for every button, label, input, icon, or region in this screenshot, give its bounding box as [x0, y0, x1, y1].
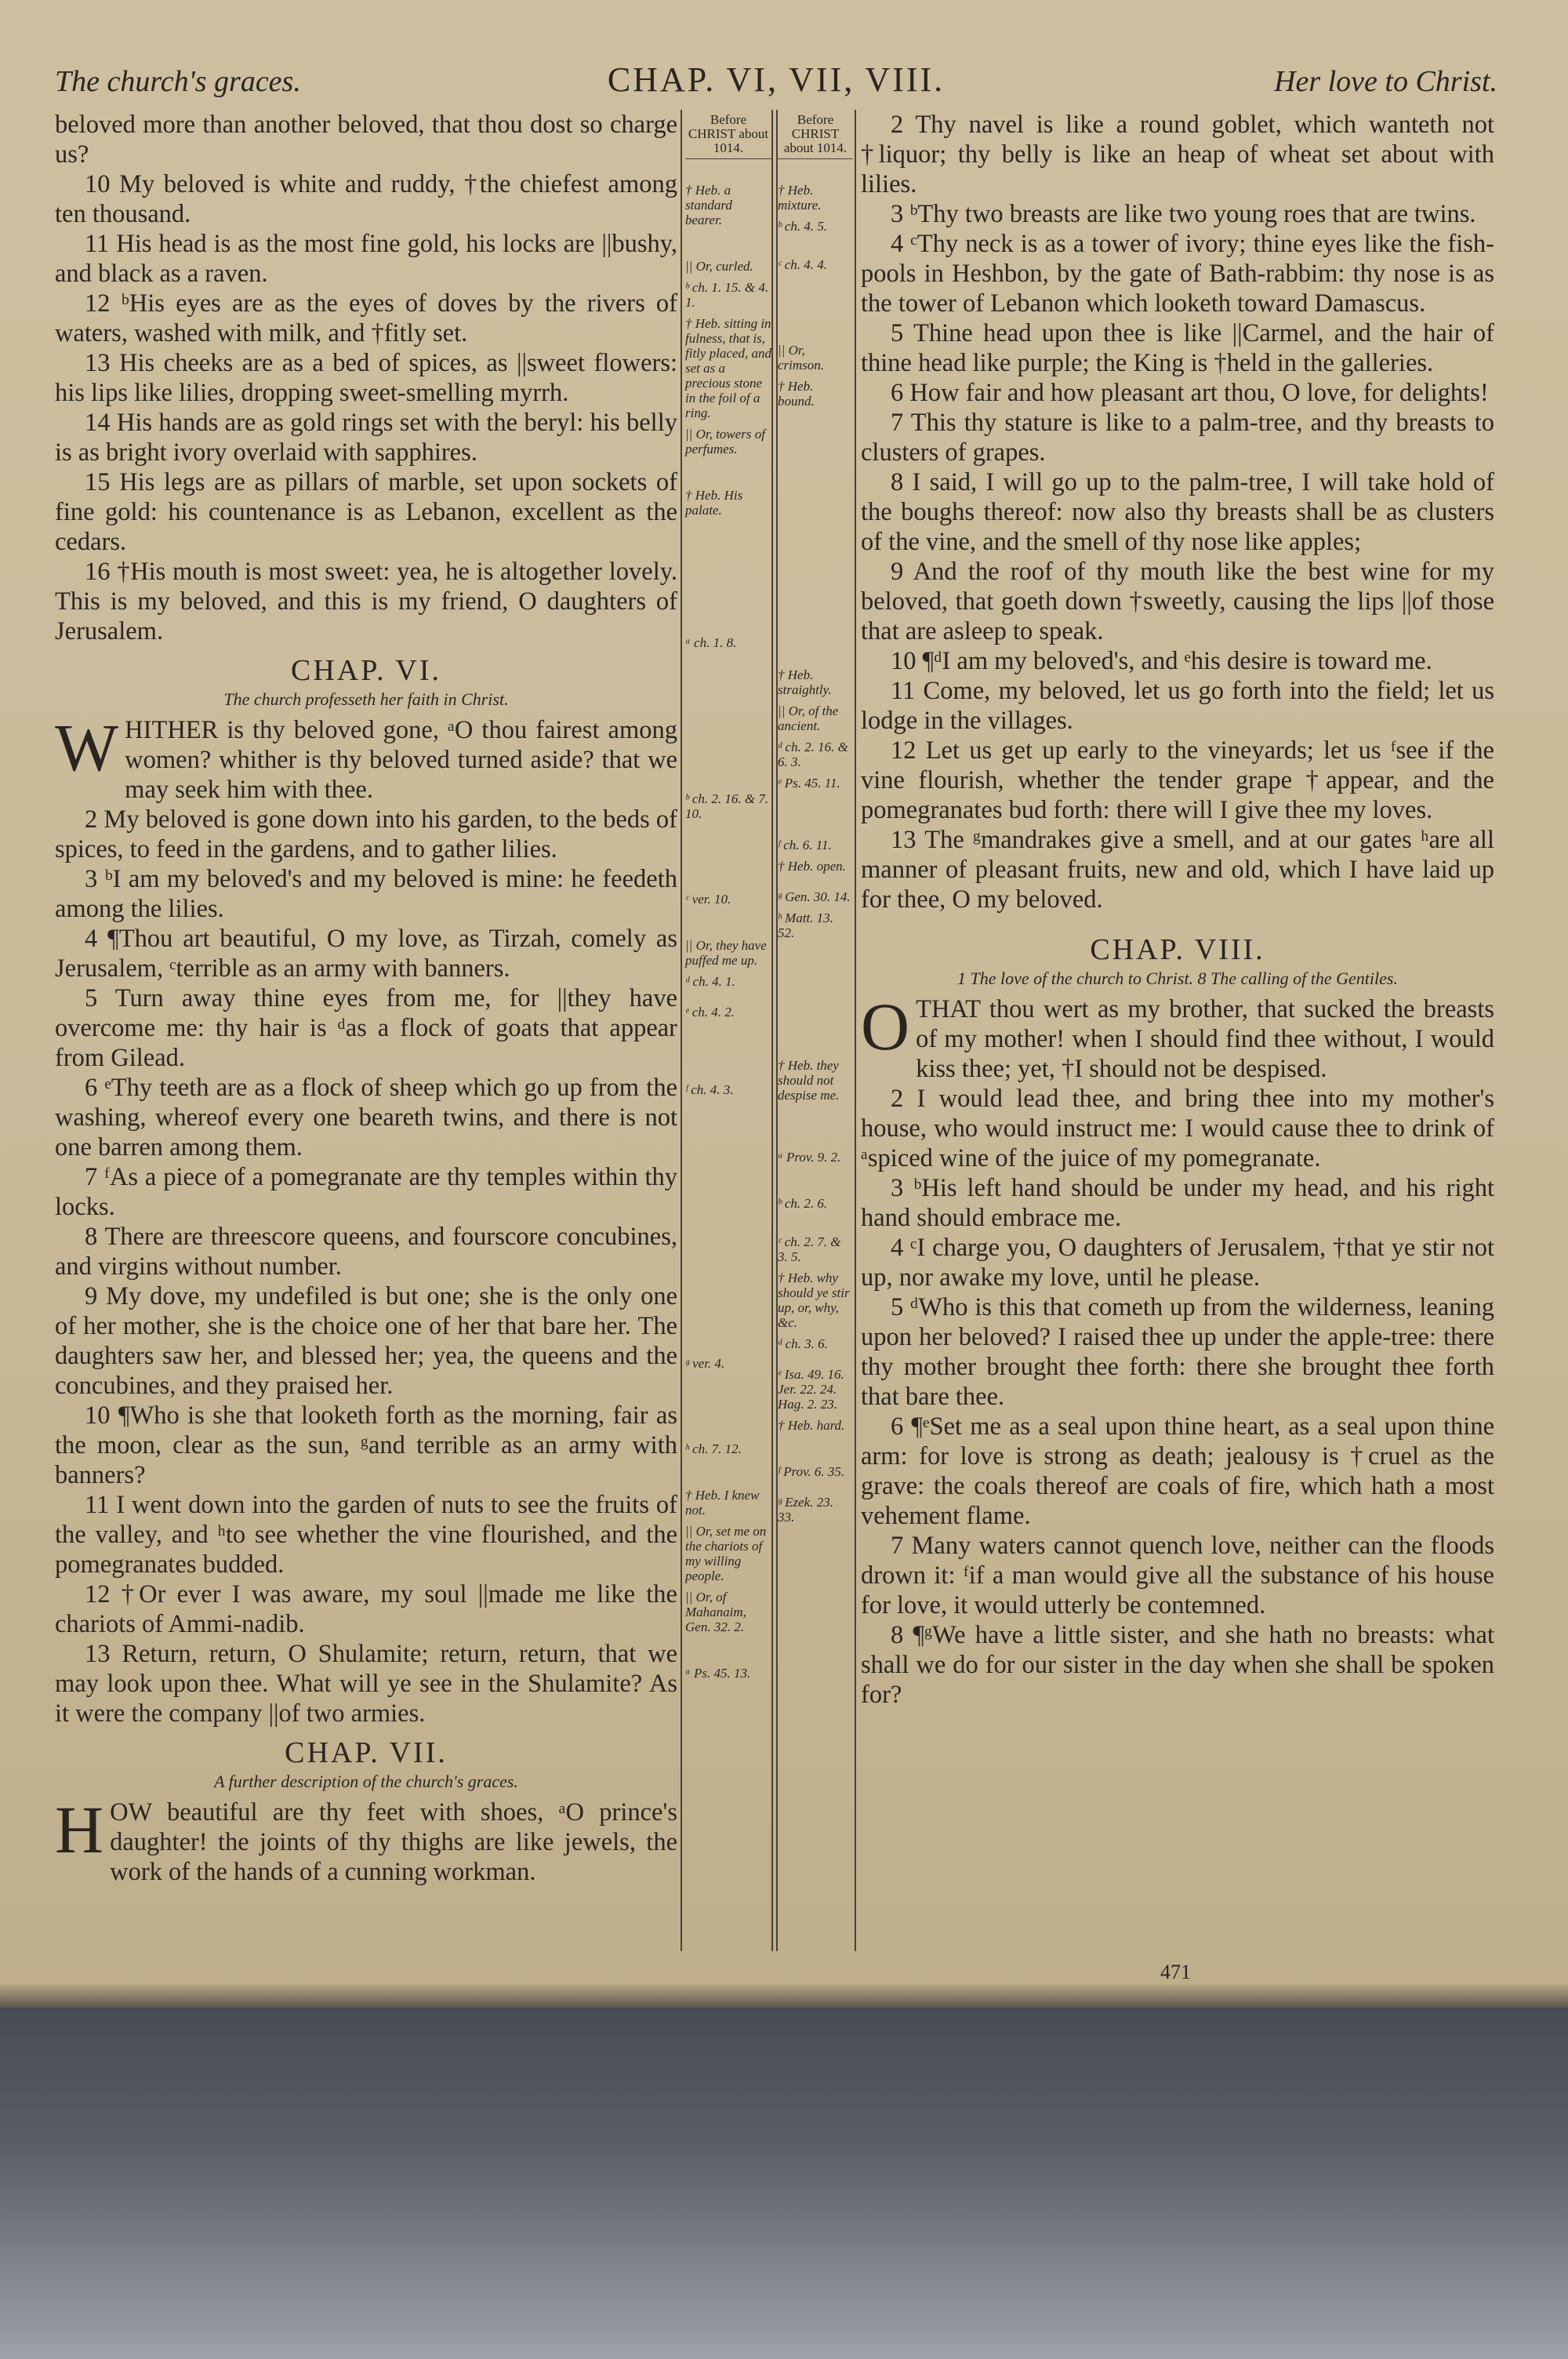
verse: beloved more than another beloved, that thou dost so charge us? [55, 111, 677, 169]
column-rule [771, 110, 773, 1951]
verse: 4 ᶜI charge you, O daughters of Jerusalem, †that ye stir not up, nor awake my love, until he please. [861, 1234, 1494, 1292]
margin-note: † Heb. why should ye stir up, or, why, &c. [778, 1270, 850, 1330]
verse: THAT thou wert as my brother, that sucked the breasts of my mother! when I should find thee without, I would kiss thee; yet, †I should not be despised. [916, 995, 1494, 1083]
margin-note: ᶜ ch. 2. 7. & 3. 5. [778, 1234, 841, 1264]
margin-note: || Or, curled. [685, 259, 753, 274]
header-center: CHAP. VI, VII, VIII. [607, 60, 946, 99]
margin-note: || Or, set me on the chariots of my willing people. [685, 1524, 767, 1583]
margin-note: ᵉ ch. 4. 2. [685, 1005, 735, 1020]
margin-note: † Heb. bound. [778, 379, 815, 409]
chapter-summary-8: 1 The love of the church to Christ. 8 The calling of the Gentiles. [957, 969, 1398, 988]
margin-note: † Heb. I knew not. [685, 1488, 760, 1518]
verse: 11 I went down into the garden of nuts to see the fruits of the valley, and ʰto see whether the vine flourished, and the pomegranates budded. [55, 1491, 677, 1579]
page-number: 471 [1160, 1961, 1191, 1983]
chapter-summary-7: A further description of the church's graces. [214, 1772, 518, 1791]
header-right: Her love to Christ. [1274, 65, 1497, 98]
verse: HITHER is thy beloved gone, ᵃO thou fairest among women? whither is thy beloved turned aside? that we may seek him with thee. [125, 716, 677, 804]
margin-note: † Heb. mixture. [778, 183, 822, 213]
margin-note: ᵈ ch. 3. 6. [778, 1336, 828, 1351]
verse: 7 ᶠAs a piece of a pomegranate are thy temples within thy locks. [55, 1163, 677, 1221]
header-left: The church's graces. [55, 65, 301, 98]
margin-note: ʰ Matt. 13. 52. [778, 911, 833, 940]
verse: 12 †Or ever I was aware, my soul ||made me like the chariots of Ammi-nadib. [55, 1580, 677, 1638]
verse: 5 Thine head upon thee is like ||Carmel, and the hair of thine head like purple; the King is †held in the galleries. [861, 319, 1494, 377]
verse: 16 †His mouth is most sweet: yea, he is altogether lovely. This is my beloved, and this is my friend, O daughters of Jerusalem. [55, 558, 677, 645]
verse: 9 And the roof of thy mouth like the best wine for my beloved, that goeth down †sweetly, causing the lips ||of those that are asleep to speak. [861, 558, 1494, 645]
margin-note: ᶜ ver. 10. [685, 892, 731, 907]
margin-note: ᶠ Prov. 6. 35. [778, 1464, 845, 1479]
margin-note: ʰ ch. 7. 12. [685, 1441, 742, 1456]
left-text-column [55, 110, 677, 1887]
margin-note: ᵈ ch. 2. 16. & 6. 3. [778, 740, 848, 769]
right-text-column [861, 110, 1494, 1710]
drop-cap: H [55, 1792, 104, 1867]
verse: 4 ¶Thou art beautiful, O my love, as Tirzah, comely as Jerusalem, ᶜterrible as an army with banners. [55, 925, 677, 983]
verse: 7 Many waters cannot quench love, neither can the floods drown it: ᶠif a man would give all the substance of his house for love, it would utterly be contemned. [861, 1532, 1494, 1619]
verse: 6 How fair and how pleasant art thou, O love, for delights! [891, 379, 1489, 407]
margin-note: ᵍ ver. 4. [685, 1356, 725, 1371]
verse: 5 ᵈWho is this that cometh up from the wilderness, leaning upon her beloved? I raised thee up under the apple-tree: there thy mother brought thee forth: there she brought thee forth that bare thee. [861, 1293, 1494, 1411]
background-surface [0, 2008, 1568, 2359]
margin-note: † Heb. open. [778, 859, 846, 874]
chapter-heading-6: CHAP. VI. [290, 654, 442, 687]
verse: 8 ¶ᵍWe have a little sister, and she hath no breasts: what shall we do for our sister in the day when she shall be spoken for? [861, 1621, 1494, 1709]
margin-note: || Or, towers of perfumes. [685, 427, 765, 456]
margin-note: ᶠ ch. 4. 3. [685, 1082, 734, 1097]
margin-heading: Before CHRIST about 1014. [685, 113, 771, 159]
margin-note: † Heb. hard. [778, 1418, 845, 1433]
verse: 12 Let us get up early to the vineyards; let us ᶠsee if the vine flourish, whether the tender grape †appear, and the pomegranates bud forth: there will I give thee my loves. [861, 736, 1494, 824]
column-rule [855, 110, 856, 1951]
verse: 12 ᵇHis eyes are as the eyes of doves by the rivers of waters, washed with milk, and †fitly set. [55, 289, 677, 347]
verse: 3 ᵇHis left hand should be under my head, and his right hand should embrace me. [861, 1174, 1494, 1232]
margin-note: ᵇ ch. 2. 6. [778, 1196, 828, 1211]
verse: 7 This thy stature is like to a palm-tree, and thy breasts to clusters of grapes. [861, 409, 1494, 467]
verse: 11 Come, my beloved, let us go forth into the field; let us lodge in the villages. [861, 677, 1494, 735]
margin-note: † Heb. sitting in fulness, that is, fitly placed, and set as a precious stone in the foil of a ring. [685, 316, 772, 420]
margin-note: ᵉ Isa. 49. 16. Jer. 22. 24. Hag. 2. 23. [778, 1367, 844, 1412]
margin-note: || Or, they have puffed me up. [685, 938, 767, 968]
margin-note: ᵈ ch. 4. 1. [685, 974, 735, 989]
margin-note: † Heb. straightly. [778, 667, 832, 697]
chapter-summary-6: The church professeth her faith in Christ. [223, 689, 509, 709]
column-rule [681, 110, 682, 1951]
verse: 10 My beloved is white and ruddy, †the chiefest among ten thousand. [55, 170, 677, 228]
verse: 14 His hands are as gold rings set with the beryl: his belly is as bright ivory overlaid with sapphires. [55, 409, 677, 467]
margin-note: || Or, crimson. [778, 343, 825, 373]
margin-note: ᶠ ch. 6. 11. [778, 838, 832, 852]
margin-note: ᵍ Gen. 30. 14. [778, 889, 851, 904]
verse: 13 His cheeks are as a bed of spices, as ||sweet flowers: his lips like lilies, dropping sweet-smelling myrrh. [55, 349, 677, 407]
verse: 9 My dove, my undefiled is but one; she is the only one of her mother, she is the choice one of her that bare her. The daughters saw her, and blessed her; yea, the queens and the concubines, and they praised her. [55, 1282, 677, 1400]
margin-note: † Heb. His palate. [685, 488, 743, 518]
running-header [55, 56, 1497, 100]
chapter-heading-8: CHAP. VIII. [1090, 933, 1265, 966]
margin-note: † Heb. they should not despise me. [778, 1058, 840, 1103]
verse: 3 ᵇThy two breasts are like two young roes that are twins. [891, 200, 1476, 228]
verse: OW beautiful are thy feet with shoes, ᵃO prince's daughter! the joints of thy thighs are like jewels, the work of the hands of a cunning workman. [110, 1798, 677, 1886]
verse: 2 Thy navel is like a round goblet, which wanteth not †liquor; thy belly is like an heap of wheat set about with lilies. [861, 111, 1494, 198]
verse: 13 Return, return, O Shulamite; return, return, that we may look upon thee. What will ye see in the Shulamite? As it were the company ||of two armies. [55, 1640, 677, 1728]
verse: 6 ¶ᵉSet me as a seal upon thine heart, as a seal upon thine arm: for love is strong as death; jealousy is †cruel as the grave: the coals thereof are coals of fire, which hath a most vehement flame. [861, 1412, 1494, 1530]
verse: 8 There are threescore queens, and fourscore concubines, and virgins without number. [55, 1223, 677, 1281]
right-margin-notes [778, 113, 853, 1531]
margin-note: ᵇ ch. 4. 5. [778, 219, 828, 234]
verse: 10 ¶ᵈI am my beloved's, and ᵉhis desire is toward me. [891, 647, 1432, 675]
margin-note: || Or, of the ancient. [778, 703, 839, 733]
verse: 13 The ᵍmandrakes give a smell, and at our gates ʰare all manner of pleasant fruits, new and old, which I have laid up for thee, O my beloved. [861, 826, 1494, 914]
margin-note: † Heb. a standard bearer. [685, 183, 732, 227]
drop-cap: O [861, 989, 910, 1064]
verse: 4 ᶜThy neck is as a tower of ivory; thine eyes like the fish-pools in Heshbon, by the gate of Bath-rabbim: thy nose is as the tower of Lebanon which looketh toward Damascus. [861, 230, 1494, 318]
margin-note: || Or, of Mahanaim, Gen. 32. 2. [685, 1590, 746, 1634]
drop-cap: W [55, 710, 119, 785]
margin-note: ᵍ Ezek. 23. 33. [778, 1495, 833, 1525]
margin-note: ᵇ ch. 2. 16. & 7. 10. [685, 791, 769, 821]
margin-heading: Before CHRIST about 1014. [778, 113, 853, 159]
verse: 5 Turn away thine eyes from me, for ||they have overcome me: thy hair is ᵈas a flock of goats that appear from Gilead. [55, 984, 677, 1072]
chapter-heading-7: CHAP. VII. [285, 1736, 448, 1769]
verse: 2 I would lead thee, and bring thee into my mother's house, who would instruct me: I would cause thee to drink of ᵃspiced wine of the juice of my pomegranate. [861, 1085, 1494, 1172]
verse: 6 ᵉThy teeth are as a flock of sheep which go up from the washing, whereof every one beareth twins, and there is not one barren among them. [55, 1074, 677, 1161]
verse: 2 My beloved is gone down into his garden, to the beds of spices, to feed in the gardens, and to gather lilies. [55, 805, 677, 863]
verse: 11 His head is as the most fine gold, his locks are ||bushy, and black as a raven. [55, 230, 677, 288]
margin-note: ᵃ Ps. 45. 13. [685, 1666, 751, 1681]
verse: 15 His legs are as pillars of marble, set upon sockets of fine gold: his countenance is as Lebanon, excellent as the cedars. [55, 468, 677, 556]
verse: 8 I said, I will go up to the palm-tree, I will take hold of the boughs thereof: now also thy breasts shall be as clusters of the vine, and the smell of thy nose like apples; [861, 468, 1494, 556]
margin-note: ᵇ ch. 1. 15. & 4. 1. [685, 280, 769, 310]
verse: 3 ᵇI am my beloved's and my beloved is mine: he feedeth among the lilies. [55, 865, 677, 923]
verse: 10 ¶Who is she that looketh forth as the morning, fair as the moon, clear as the sun, ᵍand terrible as an army with banners? [55, 1401, 677, 1489]
margin-note: ᶜ ch. 4. 4. [778, 257, 828, 272]
margin-note: ᵉ Ps. 45. 11. [778, 776, 840, 791]
margin-note: ᵃ Prov. 9. 2. [778, 1150, 841, 1165]
margin-note: ᵃ ch. 1. 8. [685, 635, 737, 650]
left-margin-notes [685, 113, 771, 1687]
